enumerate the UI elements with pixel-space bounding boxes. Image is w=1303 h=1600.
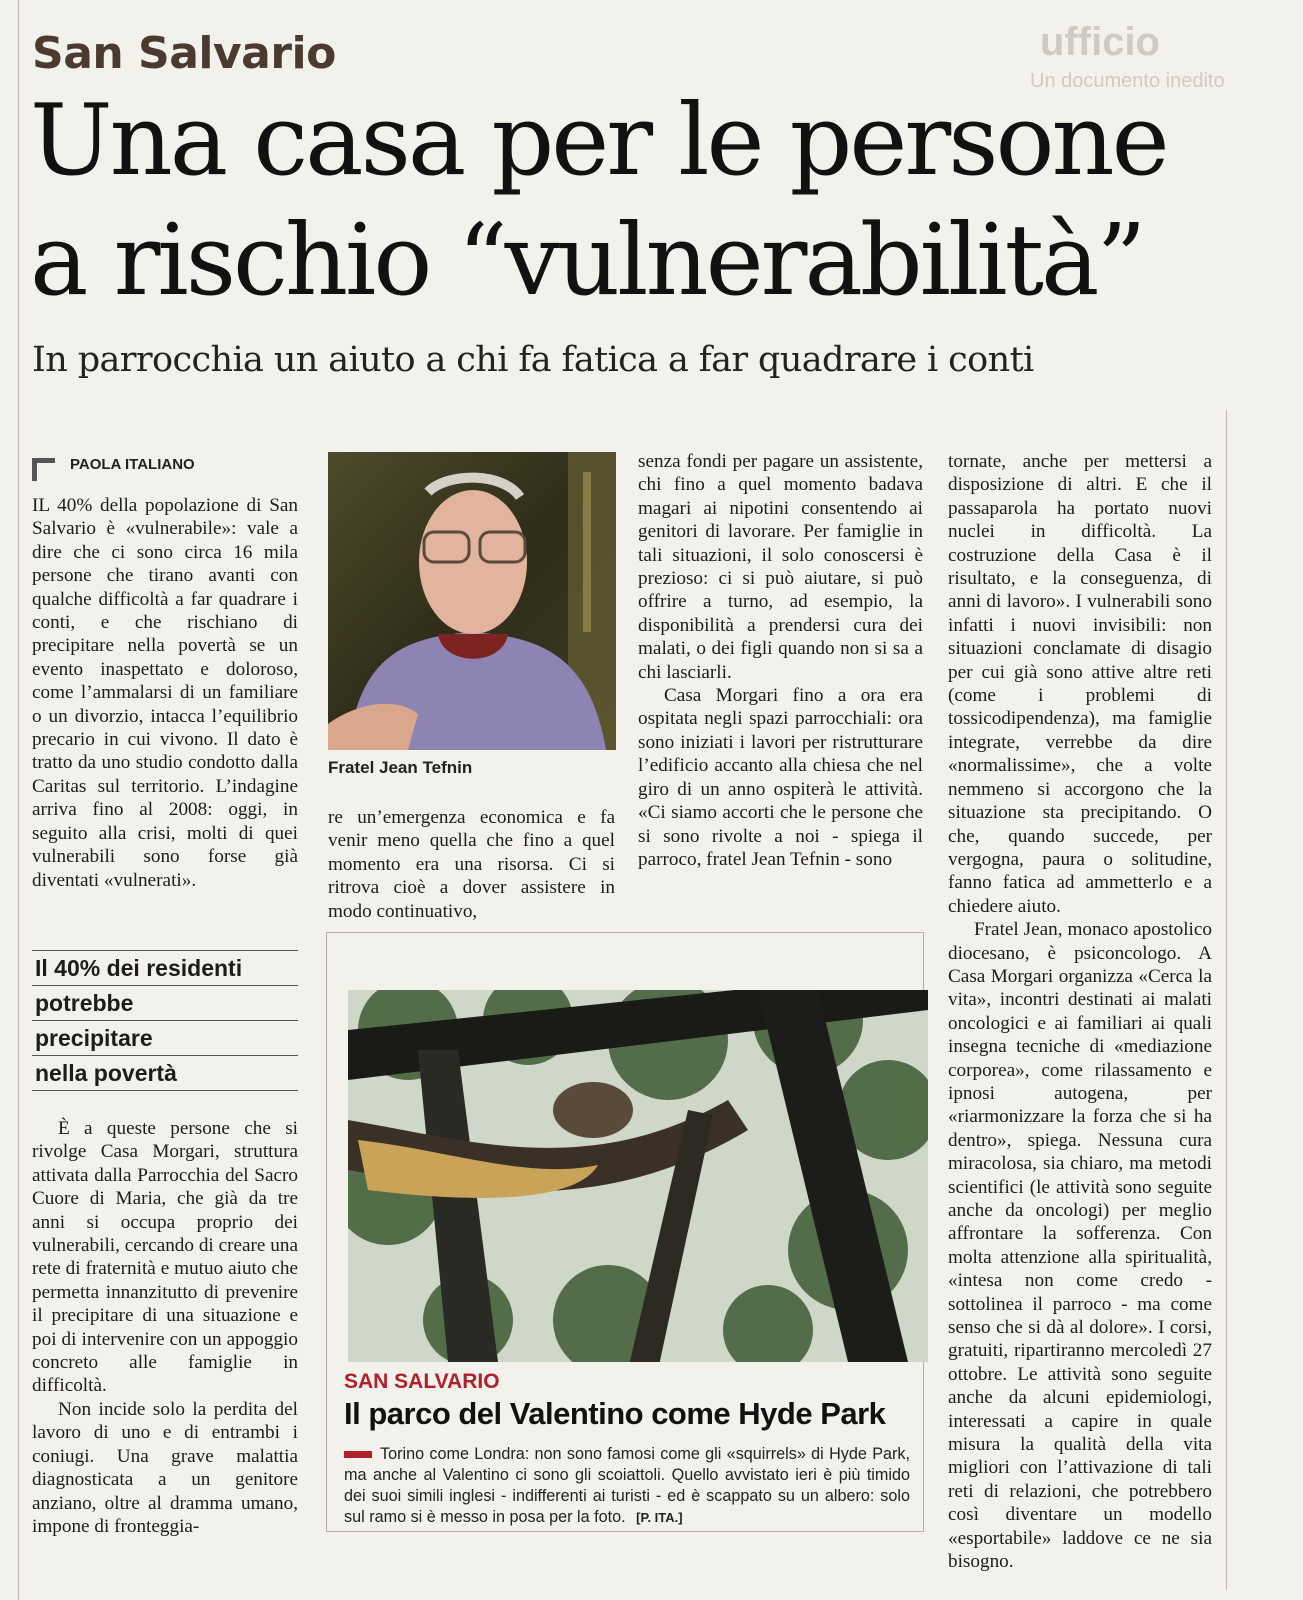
article-column-1b — [32, 1117, 298, 1538]
byline: PAOLA ITALIANO — [70, 456, 195, 473]
sidebar-text: Torino come Londra: non sono famosi come gli «squirrels» di Hyde Park, ma anche al Valentino ci sono gli scoiattoli. Quello avvistato ieri è più timido dei suoi simili inglesi - indifferenti ai turisti - ed è scappato su un albero: solo sul ramo si è messo in posa per la foto. — [344, 1445, 910, 1526]
headline-line-2: a rischio “vulnerabilità” — [30, 204, 1144, 318]
bleed-through-line: Un documento inedito — [1030, 70, 1225, 92]
subheadline: In parrocchia un aiuto a chi fa fatica a far quadrare i conti — [32, 340, 1034, 380]
red-marker — [344, 1451, 372, 1458]
paragraph: tornate, anche per mettersi a disposizione di altri. E che il passaparola ha portato nuovi nuclei in difficoltà. La costruzione della Casa è il risultato, e la conseguenza, di anni di lavoro». I vulnerabili sono infatti i nuovi invisibili: non situazioni conclamate di disagio per cui già sono attive altre reti (come i problemi di tossicodipendenza), ma famiglie integrate, verrebbe da dire «normalissime», che a volte nemmeno si accorgono che la situazione sta precipitando. O che, quando succede, per vergogna, paura o solitudine, fanno fatica ad ammetterlo e a chiedere aiuto. — [948, 451, 1212, 917]
sidebar-kicker: SAN SALVARIO — [344, 1370, 500, 1393]
byline-bracket — [32, 458, 55, 481]
paragraph: Non incide solo la perdita del lavoro di uno e di entrambi i coniugi. Una grave malattia diagnosticata a un genitore anziano, oltre al dramma umano, impone di fronteggia- — [32, 1398, 298, 1537]
paragraph: Casa Morgari fino a ora era ospitata negli spazi parrocchiali: ora sono iniziati i lavori per ristrutturare l’edificio accanto alla chiesa che nel giro di un anno ospiterà le attività. «Ci siamo accorti che le persone che si sono rivolte a noi - spiega il parroco, fratel Jean Tefnin - sono — [638, 685, 923, 870]
paragraph: senza fondi per pagare un assistente, chi fino a quel momento badava magari ai nipotini consentendo ai genitori di lavorare. Per famiglie in tali situazioni, il solo conoscersi è prezioso: ci si può aiutare, si può offrire a turno, ad esempio, la disponibilità a prendersi cura dei malati, o dei figli quando non si sa a chi lasciarli. — [638, 451, 923, 683]
sidebar-title: Il parco del Valentino come Hyde Park — [344, 1396, 886, 1431]
paragraph: re un’emergenza economica e fa venir meno quella che fino a quel momento era una risorsa. Ci si ritrova cioè a dover assistere in modo continuativo, — [328, 807, 615, 922]
squirrel-tree-photo — [348, 990, 928, 1362]
article-column-2 — [328, 806, 615, 923]
pull-quote — [32, 950, 298, 1091]
article-column-4 — [948, 450, 1212, 1574]
paragraph: È a queste persone che si rivolge Casa Morgari, struttura attivata dalla Parrocchia del Sacro Cuore di Maria, che già da tre anni si occupa proprio dei vulnerabili, cercando di creare una rete di fraternità e mutuo aiuto che permetta innanzitutto di prevenire il precipitare di una situazione e poi di intervenire con un appoggio concreto alle famiglie in difficoltà. — [32, 1118, 298, 1397]
pull-quote-line: potrebbe — [32, 985, 298, 1020]
section-kicker: San Salvario — [32, 28, 336, 79]
pull-quote-line: nella povertà — [32, 1055, 298, 1091]
sidebar-credit: [P. ITA.] — [636, 1510, 683, 1525]
headline-line-1: Una casa per le persone — [30, 84, 1167, 198]
article-column-1 — [32, 494, 298, 892]
sidebar-text-block — [344, 1444, 910, 1528]
photo-caption: Fratel Jean Tefnin — [328, 758, 473, 777]
portrait-photo — [328, 452, 616, 750]
paragraph: Fratel Jean, monaco apostolico diocesano, è psiconcologo. A Casa Morgari organizza «Cerca la vita», incontri destinati ai malati oncologici e ai familiari ai quali insegna tecniche di «mediazione corporea», come rilassamento e ipnosi autogena, per «riarmonizzare la forza che si ha dentro», spiega. Nessuna cura miracolosa, sia chiaro, ma metodi scientifici (le attività sono seguite anche da oncologi) per meglio affrontare la sofferenza. Con molta attenzione alla spiritualità, «intesa non come credo - sottolinea il parroco - ma come senso che si dà al dolore». I corsi, gratuiti, ripartiranno mercoledì 27 ottobre. Le attività sono seguite anche da alcuni epidemiologi, interessati a capire in quale misura la qualità della vita migliori con l’attivazione di tali reti di relazioni, che potrebbero così diventare un modello «esportabile» laddove ce ne sia bisogno. — [948, 919, 1212, 1573]
column-rule-left — [18, 0, 19, 1600]
column-rule-right — [1226, 410, 1227, 1590]
pull-quote-line: Il 40% dei residenti — [32, 950, 298, 985]
bleed-through-top: ufficio — [1040, 20, 1160, 64]
pull-quote-line: precipitare — [32, 1020, 298, 1055]
paragraph: IL 40% della popolazione di San Salvario è «vulnerabile»: vale a dire che ci sono circa 16 mila persone che tirano avanti con qualche difficoltà a far quadrare i conti, e che rischiano di precipitare nella povertà se un evento inaspettato e doloroso, come l’ammalarsi di un familiare o un divorzio, intacca l’equilibrio precario in cui vivono. Il dato è tratto da uno studio condotto dalla Caritas sul territorio. L’indagine arriva fino al 2008: oggi, in seguito alla crisi, molti di quei vulnerabili sono forse già diventati «vulnerati». — [32, 495, 298, 891]
article-column-3 — [638, 450, 923, 871]
